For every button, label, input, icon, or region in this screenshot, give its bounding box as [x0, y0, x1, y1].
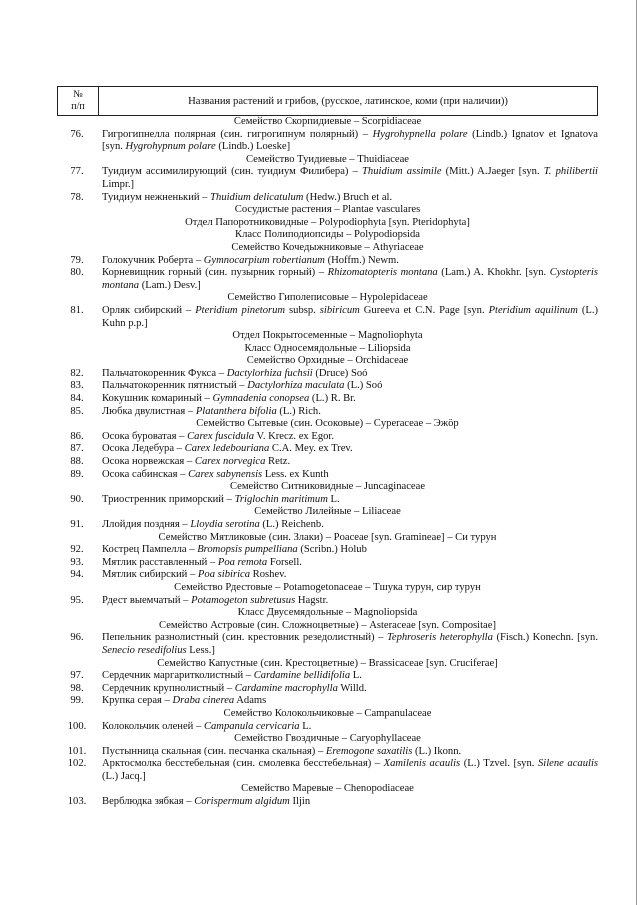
item-number: 82.: [70, 367, 84, 379]
family-heading: Семейство Рдестовые – Potamogetonaceae – Тшука турун, сир турун: [174, 581, 481, 593]
list-item: [57, 746, 598, 759]
list-item: [57, 393, 598, 406]
species-name: Кокушник комариный – Gymnadenia conopsea (L.) R. Br.: [102, 393, 356, 405]
family-heading: Семейство Лилейные – Liliaceae: [254, 506, 401, 518]
family-heading: Класс Полиподиопсиды – Polypodiopsida: [235, 229, 420, 241]
species-name: Мятлик расставленный – Poa remota Forsell.: [102, 556, 302, 568]
page-edge: [636, 0, 637, 905]
list-item: [57, 406, 598, 419]
family-heading: Семейство Туидиевые – Thuidiaceae: [245, 153, 410, 165]
header-number-label: №: [73, 89, 83, 100]
list-item: [57, 796, 598, 809]
family-heading: Семейство Орхидные – Orchidaceae: [246, 355, 409, 367]
item-number: 81.: [70, 304, 84, 316]
item-number: 96.: [70, 632, 84, 644]
list-item: [57, 192, 598, 205]
list-item: [57, 569, 598, 582]
species-name: Корневищник горный (син. пузырник горный) – Rhizomatopteris montana (Lam.) A. Khokhr. [syn. Cystopteris montana (Lam.) Desv.]: [102, 267, 598, 291]
family-heading: Отдел Покрытосеменные – Magnoliophyta: [232, 330, 423, 342]
list-item: [57, 305, 598, 330]
list-item: [57, 380, 598, 393]
item-number: 94.: [70, 569, 84, 581]
list-item: [57, 670, 598, 683]
list-item: [57, 431, 598, 444]
family-heading: Семейство Ситниковидные – Juncaginaceae: [229, 481, 426, 493]
item-number: 83.: [70, 380, 84, 392]
item-number: 95.: [70, 594, 84, 606]
item-number: 90.: [70, 493, 84, 505]
species-name: Триостренник приморский – Triglochin maritimum L.: [102, 493, 340, 505]
list-item: [57, 129, 598, 154]
item-number: 84.: [70, 393, 84, 405]
family-heading: Семейство Сытевые (син. Осоковые) – Cyperaceae – Эжӧр: [196, 418, 459, 430]
item-number: 97.: [70, 670, 84, 682]
item-number: 87.: [70, 443, 84, 455]
family-heading: Семейство Гвоздичные – Caryophyllaceae: [234, 733, 421, 745]
family-heading: Семейство Скорпидиевые – Scorpidiaceae: [233, 116, 422, 127]
list-item: [57, 632, 598, 657]
family-heading: Семейство Маревые – Chenopodiaceae: [241, 783, 414, 795]
species-name: Мятлик сибирский – Poa sibirica Roshev.: [102, 569, 287, 581]
species-name: Верблюдка зябкая – Corispermum algidum Iljin: [102, 796, 311, 808]
item-number: 93.: [70, 556, 84, 568]
header-number-sub: п/п: [71, 101, 85, 112]
species-name: Пепельник разнолистный (син. крестовник резедолистный) – Tephroseris heterophylla (Fisch.) Konechn. [syn. Senecio resedifolius Less.]: [102, 632, 598, 656]
item-number: 91.: [70, 519, 84, 530]
family-heading: Класс Двусемядольные – Magnoliopsida: [237, 607, 418, 619]
header-title: Названия растений и грибов, (русское, латинское, коми (при наличии)): [188, 95, 508, 107]
table-header: [57, 86, 598, 116]
species-name: Пальчатокоренник Фукса – Dactylorhiza fuchsii (Druce) Soó: [102, 367, 368, 379]
item-number: 86.: [70, 430, 84, 442]
item-number: 99.: [70, 695, 84, 707]
item-number: 80.: [70, 267, 84, 279]
item-number: 78.: [70, 191, 84, 203]
list-item: [57, 721, 598, 734]
species-name: Туидиум нежненький – Thuidium delicatulum (Hedw.) Bruch et al.: [102, 191, 393, 203]
species-name: Колокольчик оленей – Campanula cervicaria L.: [102, 720, 312, 732]
family-heading: Семейство Мятликовые (син. Злаки) – Poaceae [syn. Gramineae] – Си турун: [158, 531, 497, 543]
species-name: Рдест выемчатый – Potamogeton subretusus Hagstr.: [102, 594, 329, 606]
family-heading: Сосудистые растения – Plantae vasculares: [234, 204, 421, 216]
list-item: [57, 368, 598, 381]
species-name: Сердечник маргаритколистный – Cardamine bellidifolia L.: [102, 670, 362, 682]
species-name: Сердечник крупнолистный – Cardamine macrophylla Willd.: [102, 682, 367, 694]
family-heading: Семейство Колокольчиковые – Campanulaceae: [223, 707, 432, 719]
list-item: [57, 695, 598, 708]
species-name: Осока сабинская – Carex sabynensis Less. ex Kunth: [102, 468, 329, 480]
list-item: [57, 469, 598, 482]
item-number: 100.: [67, 720, 87, 732]
item-number: 92.: [70, 544, 84, 556]
species-name: Осока норвежская – Carex norvegica Retz.: [102, 456, 291, 468]
item-number: 85.: [70, 405, 84, 417]
family-heading: Семейство Капустные (син. Крестоцветные) – Brassicaceae [syn. Cruciferae]: [157, 657, 498, 669]
item-number: 76.: [70, 128, 84, 140]
item-number: 77.: [70, 166, 84, 178]
list-item: [57, 683, 598, 696]
item-number: 88.: [70, 456, 84, 468]
item-number: 79.: [70, 254, 84, 266]
species-list: [57, 116, 598, 809]
list-item: [57, 758, 598, 783]
species-name: Туидиум ассимилирующий (син. туидиум Филибера) – Thuidium assimile (Mitt.) A.Jaeger [syn. T. philibertii Limpr.]: [102, 166, 598, 190]
species-name: Орляк сибирский – Pteridium pinetorum subsp. sibiricum Gureeva et C.N. Page [syn. Pteridium aquilinum (L.) Kuhn p.p.]: [102, 304, 598, 329]
species-name: Гигрогипнелла полярная (син. гигрогипнум полярный) – Hygrohypnella polare (Lindb.) Ignatov et Ignatova [syn. Hygrohypnum polare (Lindb.) Loeske]: [102, 128, 598, 153]
species-name: Осока Ледебура – Carex ledebouriana C.A. Mey. ex Trev.: [102, 443, 353, 455]
item-number: 89.: [70, 468, 84, 480]
list-item: [57, 519, 598, 532]
species-name: Кострец Пампелла – Bromopsis pumpelliana (Scribn.) Holub: [102, 544, 367, 556]
item-number: 103.: [67, 796, 87, 808]
item-number: 102.: [67, 758, 87, 770]
list-item: [57, 166, 598, 191]
family-heading: Семейство Кочедыжниковые – Athyriaceae: [231, 241, 424, 253]
species-name: Ллойдия поздняя – Lloydia serotina (L.) Reichenb.: [102, 519, 324, 530]
family-heading: Семейство Гиполеписовые – Hypolepidaceae: [227, 292, 428, 304]
list-item: [57, 456, 598, 469]
species-name: Осока буроватая – Carex fuscidula V. Krecz. ex Egor.: [102, 430, 335, 442]
species-name: Голокучник Роберта – Gymnocarpium robertianum (Hoffm.) Newm.: [102, 254, 399, 266]
list-item: [57, 267, 598, 292]
header-number-cell: [58, 87, 99, 115]
list-item: [57, 255, 598, 268]
list-item: [57, 595, 598, 608]
item-number: 98.: [70, 682, 84, 694]
species-name: Арктосмолка бесстебельная (син. смолевка бесстебельная) – Xamilenis acaulis (L.) Tzvel. [syn. Silene acaulis (L.) Jacq.]: [102, 758, 599, 782]
list-item: [57, 443, 598, 456]
species-name: Крупка серая – Draba cinerea Adams: [102, 695, 267, 707]
list-item: [57, 494, 598, 507]
list-item: [57, 544, 598, 557]
species-name: Любка двулистная – Platanthera bifolia (L.) Rich.: [102, 405, 321, 417]
item-number: 101.: [67, 745, 87, 757]
family-heading: Семейство Астровые (син. Сложноцветные) – Asteraceae [syn. Compositae]: [159, 619, 496, 631]
family-heading: Отдел Папоротниковидные – Polypodiophyta [syn. Pteridophyta]: [185, 216, 470, 228]
list-item: [57, 557, 598, 570]
family-heading: Класс Односемядольные – Liliopsida: [244, 342, 411, 354]
species-name: Пустынница скальная (син. песчанка скальная) – Eremogone saxatilis (L.) Ikonn.: [102, 745, 462, 757]
species-name: Пальчатокоренник пятнистый – Dactylorhiza maculata (L.) Soó: [102, 380, 383, 392]
